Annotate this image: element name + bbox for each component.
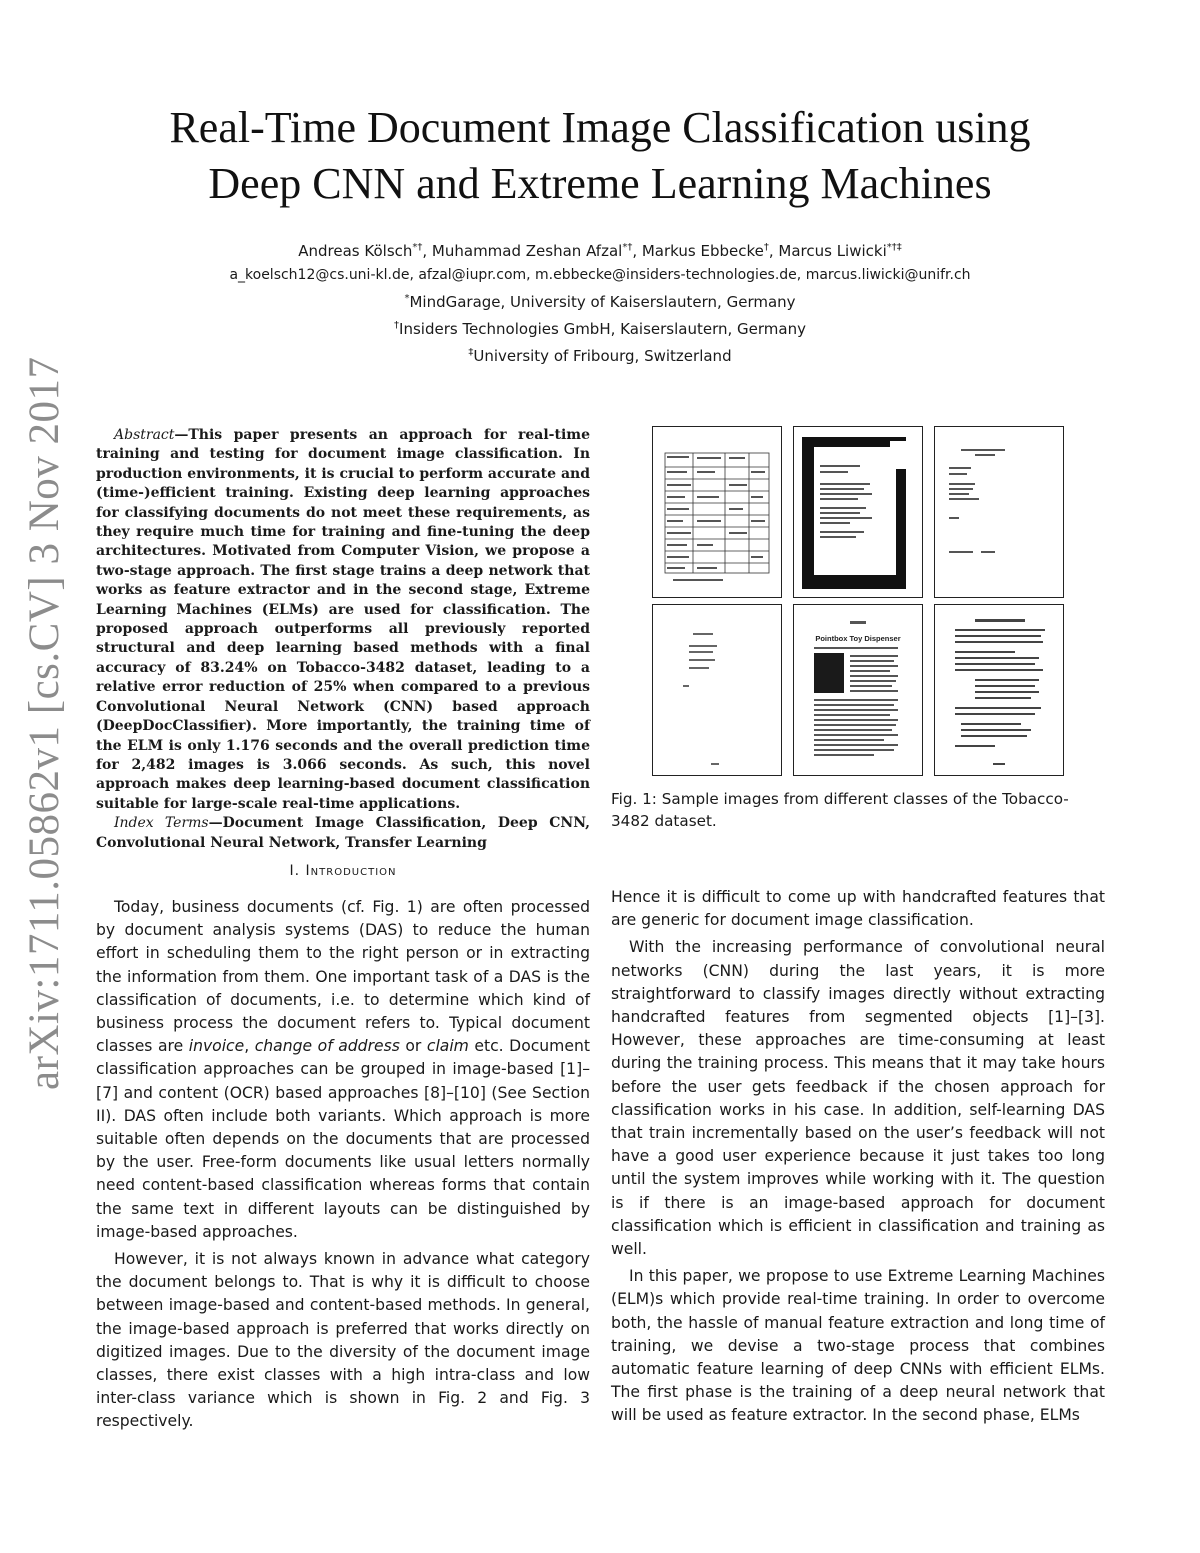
intro-paragraph-2: However, it is not always known in advance what category the document belongs to. That is why it is difficult to choose between image-based and content-based methods. In general, the image-based approach is preferred that works directly on digitized images. Due to the diversity of the document image classes, there exist classes with a high intra-class and low inter-class variance which is shown in Fig. 2 and Fig. 3 respectively. — [96, 1250, 590, 1431]
affiliation-2 — [100, 314, 1100, 341]
text-run: , — [244, 1037, 255, 1056]
emphasis-invoice: invoice — [188, 1037, 245, 1056]
abstract-paragraph — [96, 426, 590, 814]
arxiv-identifier: arXiv:1711.05862v1 [cs.CV] 3 Nov 2017 — [21, 356, 68, 1090]
affiliation-1 — [100, 287, 1100, 314]
section-heading — [96, 863, 590, 879]
right-column — [611, 886, 1105, 1428]
figure-1-caption: Fig. 1: Sample images from different classes of the Tobacco-3482 dataset. — [611, 790, 1069, 830]
author-names — [100, 236, 1100, 263]
author-1: Andreas Kölsch — [298, 242, 413, 260]
sample-image-memo — [934, 426, 1064, 598]
sample-image-form — [652, 426, 782, 598]
author-4-mark: *†‡ — [886, 242, 902, 253]
intro-paragraph-3: With the increasing performance of convolutional neural networks (CNN) during the last years, it is more straightforward to classify images directly without extracting handcrafted features from segmented objects [1]–[3]. However, these approaches are time-consuming at least during the training process. This means that it may take hours before the user gets feedback if the chosen approach for classification works in his case. In addition, self-learning DAS that train incrementally based on the user’s feedback will not have a good user experience because it just takes too long until the system improves while working with it. The question is if there is an image-based approach for document classification which is efficient in classification and training as well. — [611, 938, 1105, 1259]
index-terms-lead: Index Terms — [114, 815, 209, 832]
text-run: Today, business documents (cf. Fig. 1) are often processed by document analysis systems (DAS) to reduce the human effort in scheduling them to the right person or in extracting the information from them. One important task of a DAS is the classification of documents, i.e. to determine which kind of business process the document refers to. Typical document classes are — [96, 898, 590, 1056]
left-column — [96, 896, 590, 1434]
intro-paragraph-continued: Hence it is difficult to come up with handcrafted features that are generic for document image classification. — [611, 888, 1105, 930]
author-block — [100, 236, 1100, 368]
affiliation-3 — [100, 341, 1100, 368]
emphasis-claim: claim — [426, 1037, 469, 1056]
abstract-text: —This paper presents an approach for real-time training and testing for document image classification. In production environments, it is crucial to perform accurate and (time-)efficient training. Existing deep learning approaches for classifying documents do not meet these requirements, as they require much time for training and fine-tuning the deep architectures. Motivated from Computer Vision, we propose a two-stage approach. The first stage trains a deep network that works as feature extractor and in the second stage, Extreme Learning Machines (ELMs) are used for classification. The proposed approach outperforms all previously reported structural and deep learning based methods with a final accuracy of 83.24% on Tobacco-3482 dataset, leading to a relative error reduction of 25% when compared to a previous Convolutional Neural Network (CNN) based approach (DeepDocClassifier). More importantly, the training time of the ELM is only 1.176 seconds and the overall prediction time for 2,482 images is 3.066 seconds. As such, this novel approach makes deep learning-based document classification suitable for large-scale real-time applications. — [96, 427, 590, 812]
emphasis-change-of-address: change of address — [254, 1037, 400, 1056]
text-run: etc. Document classification approaches can be grouped in image-based [1]–[7] and content (OCR) based approaches [8]–[10] (See Section II). DAS often include both variants. Which approach is more suitable often depends on the documents that are processed by the user. Free-form documents like usual letters normally need content-based classification whereas forms that contain the same text in different layouts can be distinguished by image-based approaches. — [96, 1037, 590, 1241]
abstract — [96, 426, 590, 853]
affiliation-2-text: Insiders Technologies GmbH, Kaiserslautern, Germany — [399, 320, 806, 338]
index-terms — [96, 814, 590, 853]
figure-1 — [652, 426, 1064, 776]
sample-image-framed-letter — [793, 426, 923, 598]
title-line-1: Real-Time Document Image Classification using — [169, 103, 1031, 152]
intro-paragraph-1 — [96, 896, 590, 1244]
sample-image-note — [652, 604, 782, 776]
author-3-mark: † — [763, 242, 769, 253]
author-3: , Markus Ebbecke — [632, 242, 764, 260]
abstract-lead: Abstract — [114, 427, 175, 443]
affiliation-3-mark: ‡ — [468, 347, 474, 358]
paper-title — [100, 100, 1100, 212]
ad-headline: Pointbox Toy Dispenser — [815, 634, 901, 643]
affiliation-2-mark: † — [394, 320, 400, 331]
affiliation-1-mark: * — [404, 293, 410, 304]
sample-image-advertisement — [793, 604, 923, 776]
section-number: I. — [289, 863, 301, 879]
title-line-2: Deep CNN and Extreme Learning Machines — [208, 159, 992, 208]
sample-image-report — [934, 604, 1064, 776]
author-2-mark: *† — [622, 242, 633, 253]
author-4: , Marcus Liwicki — [768, 242, 887, 260]
affiliation-3-text: University of Fribourg, Switzerland — [473, 347, 732, 365]
text-run: or — [399, 1037, 427, 1056]
index-terms-text: —Document Image Classification, Deep CNN, Convolutional Neural Network, Transfer Learning — [96, 815, 590, 851]
author-1-mark: *† — [412, 242, 423, 253]
affiliation-1-text: MindGarage, University of Kaiserslautern, Germany — [409, 293, 796, 311]
author-2: , Muhammad Zeshan Afzal — [422, 242, 623, 260]
author-emails: a_koelsch12@cs.uni-kl.de, afzal@iupr.com, m.ebbecke@insiders-technologies.de, marcus.liwicki@unifr.ch — [229, 267, 971, 283]
intro-paragraph-4: In this paper, we propose to use Extreme Learning Machines (ELM)s which provide real-time training. In order to overcome both, the hassle of manual feature extraction and long time of training, we devise a two-stage process that combines automatic feature learning of deep CNNs with efficient ELMs. The first phase is the training of a deep neural network that will be used as feature extractor. In the second phase, ELMs — [611, 1267, 1105, 1425]
section-title: Introduction — [305, 863, 397, 879]
